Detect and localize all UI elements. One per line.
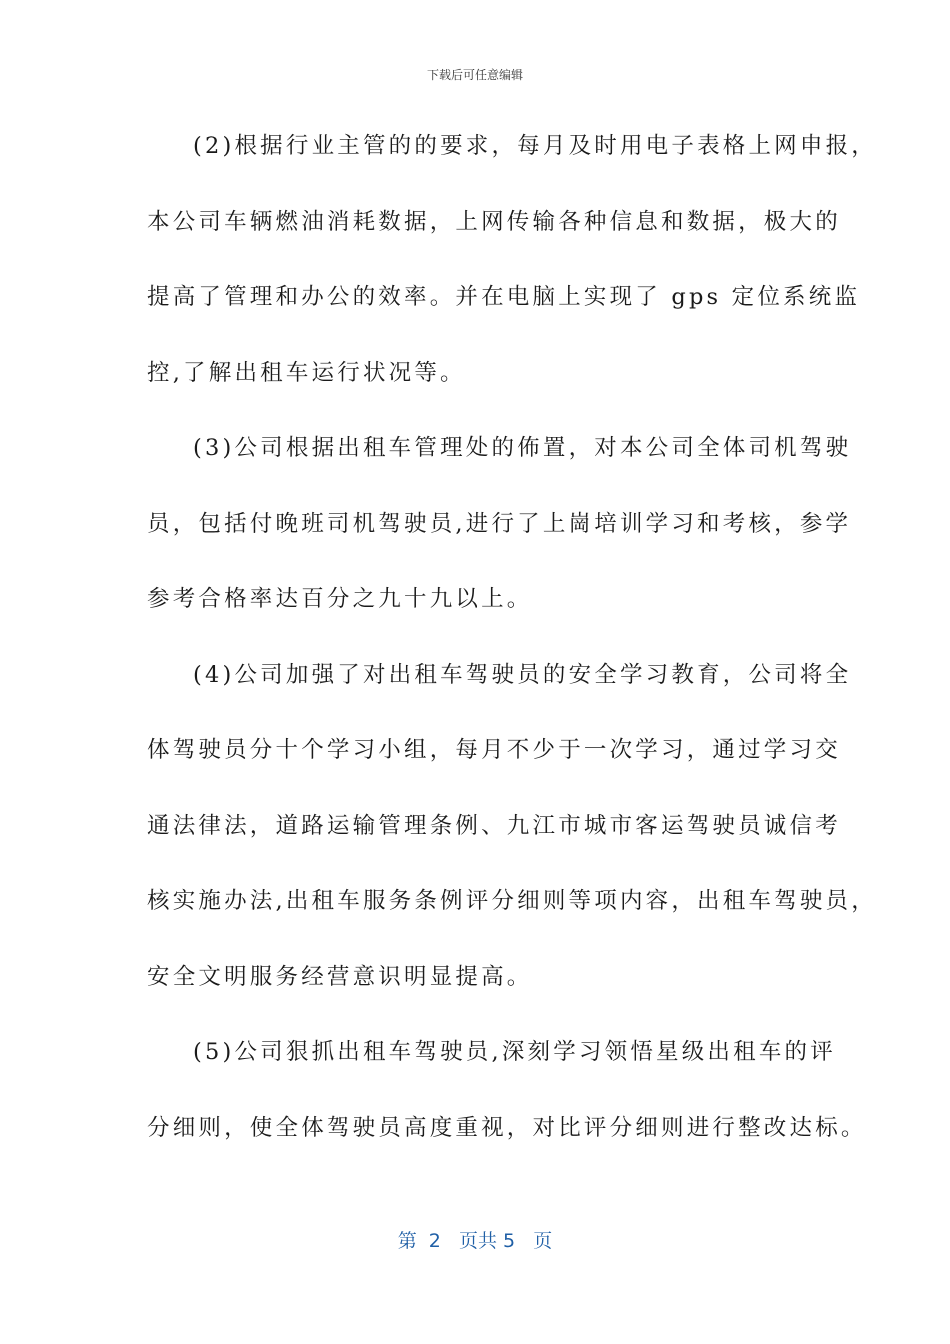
paragraph-4: [147, 653, 877, 1031]
page-header: 下载后可任意编辑: [426, 68, 523, 82]
text-line: (4)公司加强了对出租车驾驶员的安全学习教育，公司将全: [193, 661, 852, 688]
text-line: 控,了解出租车运行状况等。: [147, 359, 466, 386]
paragraph-2: [147, 124, 877, 426]
text-line: 体驾驶员分十个学习小组，每月不少于一次学习，通过学习交: [147, 737, 841, 763]
text-line: 提高了管理和办公的效率。并在电脑上实现了 gps 定位系统监: [147, 284, 861, 310]
text-line: (5)公司狠抓出租车驾驶员,深刻学习领悟星级出租车的评: [193, 1039, 836, 1065]
text-line: (3)公司根据出租车管理处的佈置，对本公司全体司机驾驶: [193, 435, 852, 461]
text-line: 分细则，使全体驾驶员高度重视，对比评分细则进行整改达标。: [147, 1114, 867, 1141]
text-line: (2)根据行业主管的的要求，每月及时用电子表格上网申报，: [193, 133, 877, 159]
text-line: 参考合格率达百分之九十九以上。: [147, 586, 533, 612]
document-body: [147, 124, 877, 1181]
paragraph-5: [147, 1030, 867, 1181]
paragraph-3: [147, 426, 852, 653]
text-line: 通法律法，道路运输管理条例、九江市城市客运驾驶员诚信考: [147, 812, 841, 839]
text-line: 安全文明服务经营意识明显提高。: [147, 963, 533, 990]
page-number-footer: 第 2 页共 5 页: [397, 1230, 553, 1252]
text-line: 员，包括付晚班司机驾驶员,进行了上崗培训学习和考核，参学: [147, 510, 852, 537]
text-line: 核实施办法,出租车服务条例评分细则等项内容，出租车驾驶员，: [147, 888, 877, 914]
text-line: 本公司车辆燃油消耗数据，上网传输各种信息和数据，极大的: [147, 208, 841, 235]
